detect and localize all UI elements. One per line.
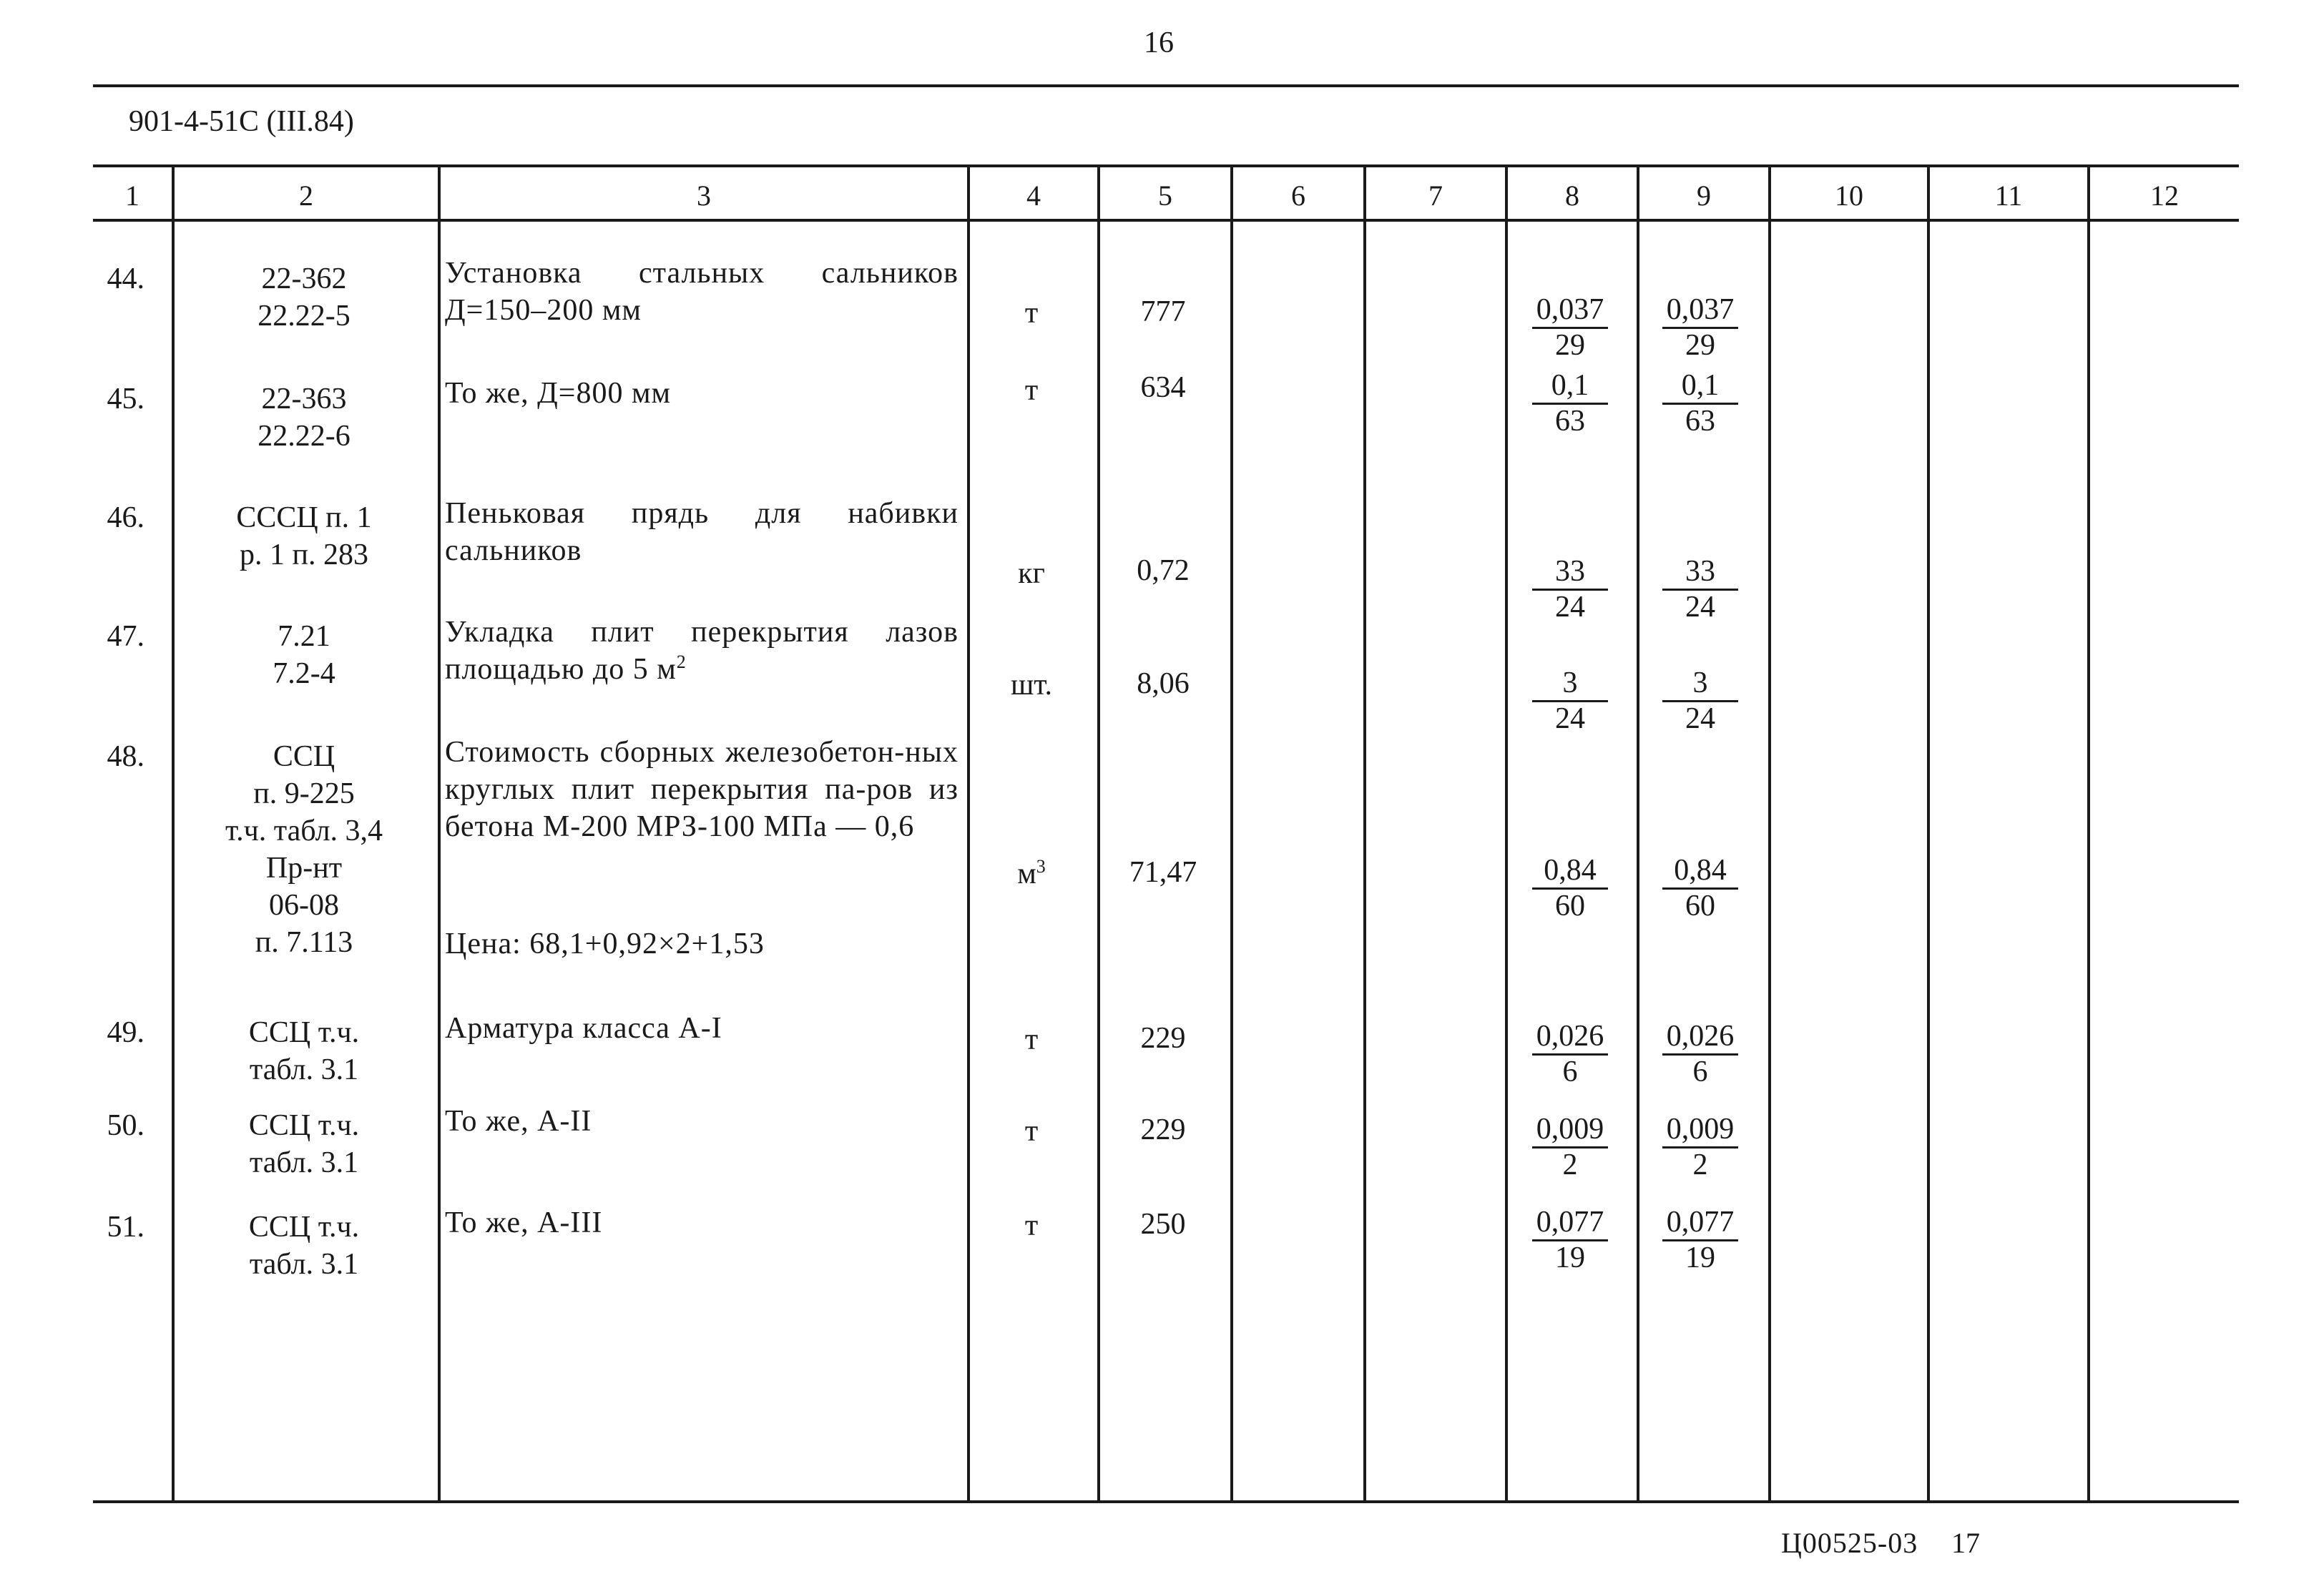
page-number: 16 [1144,26,1174,59]
row-number: 46. [107,501,144,534]
unit: $м^3$ [1017,856,1046,890]
col-divider [1097,164,1100,1500]
norm-code: ССЦ т.ч. табл. 3.1 [248,1016,360,1086]
unit-price: 71,47 [1129,856,1197,889]
row-number: 45. [107,383,144,415]
col-divider [967,164,970,1500]
col9-fraction: 3 24 [1647,665,1754,737]
column-header: 3 [697,179,711,212]
row-number: 49. [107,1016,144,1049]
col9-fraction: 0,037 29 [1647,292,1754,363]
col-divider [438,164,441,1500]
unit: кг [1018,557,1045,590]
column-header: 10 [1835,179,1863,212]
col8-fraction: 3 24 [1516,665,1624,737]
row-number: 48. [107,740,144,773]
col9-fraction: 0,009 2 [1647,1111,1754,1183]
unit-price: 8,06 [1137,667,1190,700]
column-header: 5 [1158,179,1172,212]
col8-fraction: 0,077 19 [1516,1204,1624,1276]
row-number: 51. [107,1211,144,1244]
unit: шт. [1010,669,1053,702]
norm-code: СССЦ п. 1 р. 1 п. 283 [236,501,372,571]
norm-code: ССЦ т.ч. табл. 3.1 [248,1211,360,1281]
work-description: Стоимость сборных железобетон-ных круглых плит перекрытия па-ров из бетона М-200 МРЗ-100 МПа — 0,6 [445,736,958,843]
norm-code: 22-363 22.22-6 [258,383,350,453]
col9-fraction: 0,077 19 [1647,1204,1754,1276]
col8-fraction: 0,037 29 [1516,292,1624,363]
column-header: 6 [1291,179,1305,212]
col-divider [1927,164,1930,1500]
norm-code: ССЦ т.ч. табл. 3.1 [248,1109,360,1179]
col8-fraction: 33 24 [1516,554,1624,625]
header-bottom-border [93,219,2239,222]
footer-code: Ц00525-03 [1781,1527,1918,1559]
unit-price: 229 [1140,1113,1186,1146]
unit: т [1024,374,1039,407]
row-number: 44. [107,262,144,295]
unit: т [1024,1115,1039,1148]
price-formula: Цена: 68,1+0,92×2+1,53 [445,928,765,960]
column-header: 4 [1026,179,1041,212]
unit-price: 229 [1140,1022,1186,1055]
work-description: Пеньковая прядь для набивки сальников [445,497,958,567]
unit-price: 0,72 [1137,554,1190,587]
col9-fraction: 0,1 63 [1647,368,1754,439]
work-description: То же, Д=800 мм [445,377,672,410]
col-divider [1363,164,1366,1500]
norm-code: 7.21 7.2-4 [273,620,335,690]
unit: т [1024,297,1039,330]
header-top-border [93,164,2239,167]
column-header: 7 [1428,179,1443,212]
column-header: 12 [2150,179,2179,212]
work-description: Арматура класса А-I [445,1012,722,1045]
row-number: 47. [107,620,144,653]
col8-fraction: 0,009 2 [1516,1111,1624,1183]
table-bottom-border [93,1500,2239,1503]
column-header: 11 [1994,179,2023,212]
col-divider [1230,164,1233,1500]
col8-fraction: 0,1 63 [1516,368,1624,439]
column-header: 2 [299,179,313,212]
footer-page-number: 17 [1951,1527,1980,1559]
work-description: То же, А-II [445,1105,592,1138]
norm-code: 22-362 22.22-5 [258,262,350,333]
col8-fraction: 0,026 6 [1516,1018,1624,1090]
col9-fraction: 0,026 6 [1647,1018,1754,1090]
col9-fraction: 33 24 [1647,554,1754,625]
col-divider [172,164,175,1500]
unit: т [1024,1209,1039,1242]
col-divider [1505,164,1508,1500]
column-header: 1 [125,179,139,212]
col9-fraction: 0,84 60 [1647,852,1754,924]
column-header: 8 [1565,179,1579,212]
col-divider [2087,164,2090,1500]
col8-fraction: 0,84 60 [1516,852,1624,924]
col-divider [1637,164,1639,1500]
unit-price: 777 [1140,295,1186,328]
top-rule [93,84,2239,87]
unit: т [1024,1023,1039,1056]
row-number: 50. [107,1109,144,1142]
work-description: То же, А-III [445,1206,603,1239]
norm-code: ССЦ п. 9-225 т.ч. табл. 3,4 Пр-нт 06-08 п. 7.113 [225,740,383,959]
work-description: Укладка плит перекрытия лазов площадью до 5 $м^2$ [445,616,958,686]
col-divider [1768,164,1771,1500]
column-header: 9 [1697,179,1711,212]
work-description: Установка стальных сальников Д=150–200 мм [445,257,958,327]
unit-price: 634 [1140,371,1186,404]
document-code: 901-4-51С (III.84) [129,105,354,138]
unit-price: 250 [1140,1208,1186,1241]
